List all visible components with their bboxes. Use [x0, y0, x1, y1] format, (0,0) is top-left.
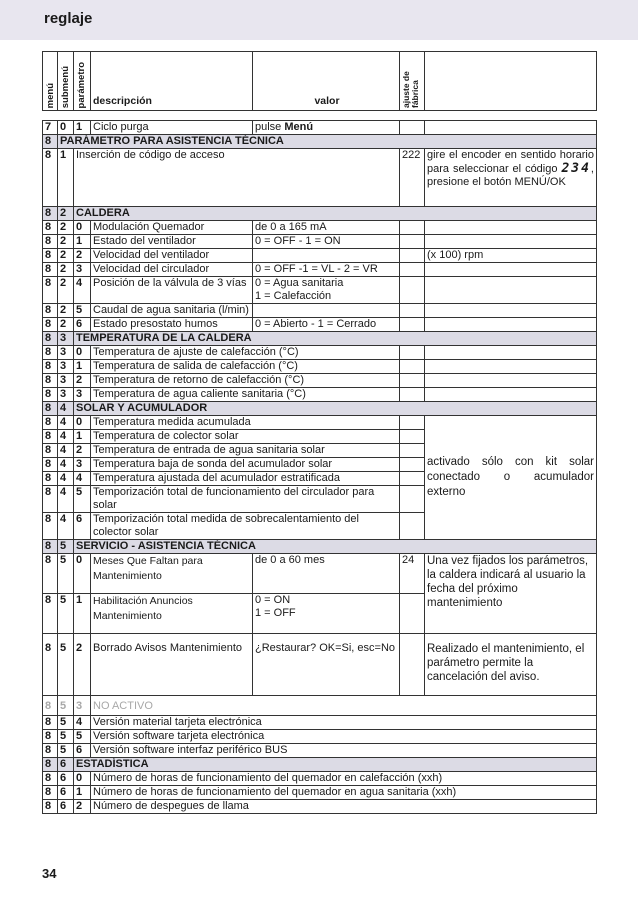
table-row: 8 3 TEMPERATURA DE LA CALDERA [43, 332, 597, 346]
section-title: reglaje [44, 10, 93, 27]
table-row: 8 4 4 Temperatura ajustada del acumulador estratificada [43, 472, 597, 486]
table-header [42, 51, 597, 111]
table-row: 8 1 Inserción de código de acceso 222 gire el encoder en sentido horario para seleccionar el código 234, presione el botón MENÚ/OK [43, 149, 597, 207]
table-row: 8 5 SERVICIO - ASISTENCIA TÉCNICA [43, 540, 597, 554]
table-row: 8 4 0 Temperatura medida acumulada activado sólo con kit solar conectado o acumulador externo [43, 416, 597, 430]
table-row: 8 2 2 Velocidad del ventilador (x 100) rpm [43, 249, 597, 263]
col-factory-header: ajuste de fábrica [400, 52, 425, 111]
col-submenu-header: submenú [58, 52, 74, 111]
table-row: 8 4 6 Temporización total medida de sobrecalentamiento del colector solar [43, 513, 597, 540]
col-value-header: valor [253, 52, 400, 111]
table-row: 8 5 3 NO ACTIVO [43, 696, 597, 716]
table-row: 8 5 2 Borrado Avisos Mantenimiento ¿Restaurar? OK=Si, esc=No Realizado el mantenimiento, el parámetro permite la cancelación del aviso. [43, 634, 597, 696]
table-row: 8 5 6 Versión software interfaz periférico BUS [43, 744, 597, 758]
page-number: 34 [42, 866, 57, 881]
table-row: 8 2 1 Estado del ventilador 0 = OFF - 1 = ON [43, 235, 597, 249]
table-row: 8 3 2 Temperatura de retorno de calefacción (°C) [43, 374, 597, 388]
table-row: 8 PARÁMETRO PARA ASISTENCIA TÉCNICA [43, 135, 597, 149]
table-row: 8 4 SOLAR Y ACUMULADOR [43, 402, 597, 416]
service-note: Una vez fijados los parámetros, la caldera indicará al usuario la fecha del próximo mantenimiento [425, 554, 597, 634]
table-row: 8 4 3 Temperatura baja de sonda del acumulador solar [43, 458, 597, 472]
table-row: 8 6 0 Número de horas de funcionamiento del quemador en calefacción (xxh) [43, 772, 597, 786]
col-desc-header: descripción [91, 52, 253, 111]
table-row: 7 0 1 Ciclo purga pulse Menú [43, 121, 597, 135]
table-row: 8 6 1 Número de horas de funcionamiento del quemador en agua sanitaria (xxh) [43, 786, 597, 800]
table-row: 8 6 2 Número de despegues de llama [43, 800, 597, 814]
table-row: 8 2 0 Modulación Quemador de 0 a 165 mA [43, 221, 597, 235]
table-row: 8 4 2 Temperatura de entrada de agua sanitaria solar [43, 444, 597, 458]
table-row: 8 3 3 Temperatura de agua caliente sanitaria (°C) [43, 388, 597, 402]
header-band [0, 0, 638, 40]
col-notes-header [425, 52, 597, 111]
col-menu-header: menú [43, 52, 58, 111]
table-row: 8 2 3 Velocidad del circulador 0 = OFF -1 = VL - 2 = VR [43, 263, 597, 277]
table-row: 8 2 6 Estado presostato humos 0 = Abierto - 1 = Cerrado [43, 318, 597, 332]
table-row: 8 2 5 Caudal de agua sanitaria (l/min) [43, 304, 597, 318]
table-row: 8 6 ESTADÍSTICA [43, 758, 597, 772]
code-display: 234 [561, 161, 591, 176]
table-row: 8 2 4 Posición de la válvula de 3 vías 0 = Agua sanitaria 1 = Calefacción [43, 277, 597, 304]
table-row: 8 5 1 Habilitación Anuncios Mantenimiento 0 = ON 1 = OFF [43, 594, 597, 634]
table-row: 8 5 5 Versión software tarjeta electrónica [43, 730, 597, 744]
col-param-header: parámetro [74, 52, 91, 111]
table-row: 8 5 4 Versión material tarjeta electrónica [43, 716, 597, 730]
table-row: 8 2 CALDERA [43, 207, 597, 221]
table-row: 8 4 5 Temporización total de funcionamiento del circulador para solar [43, 486, 597, 513]
solar-note: activado sólo con kit solar conectado o acumulador externo [425, 416, 597, 540]
table-row: 8 3 0 Temperatura de ajuste de calefacción (°C) [43, 346, 597, 360]
table-row: 8 4 1 Temperatura de colector solar [43, 430, 597, 444]
table-row: 8 3 1 Temperatura de salida de calefacción (°C) [43, 360, 597, 374]
table-row: 8 5 0 Meses Que Faltan para Mantenimiento de 0 a 60 mes 24 Una vez fijados los parámetros, la caldera indicará al usuario la fecha del próximo mantenimiento [43, 554, 597, 594]
parameter-table [42, 120, 597, 814]
